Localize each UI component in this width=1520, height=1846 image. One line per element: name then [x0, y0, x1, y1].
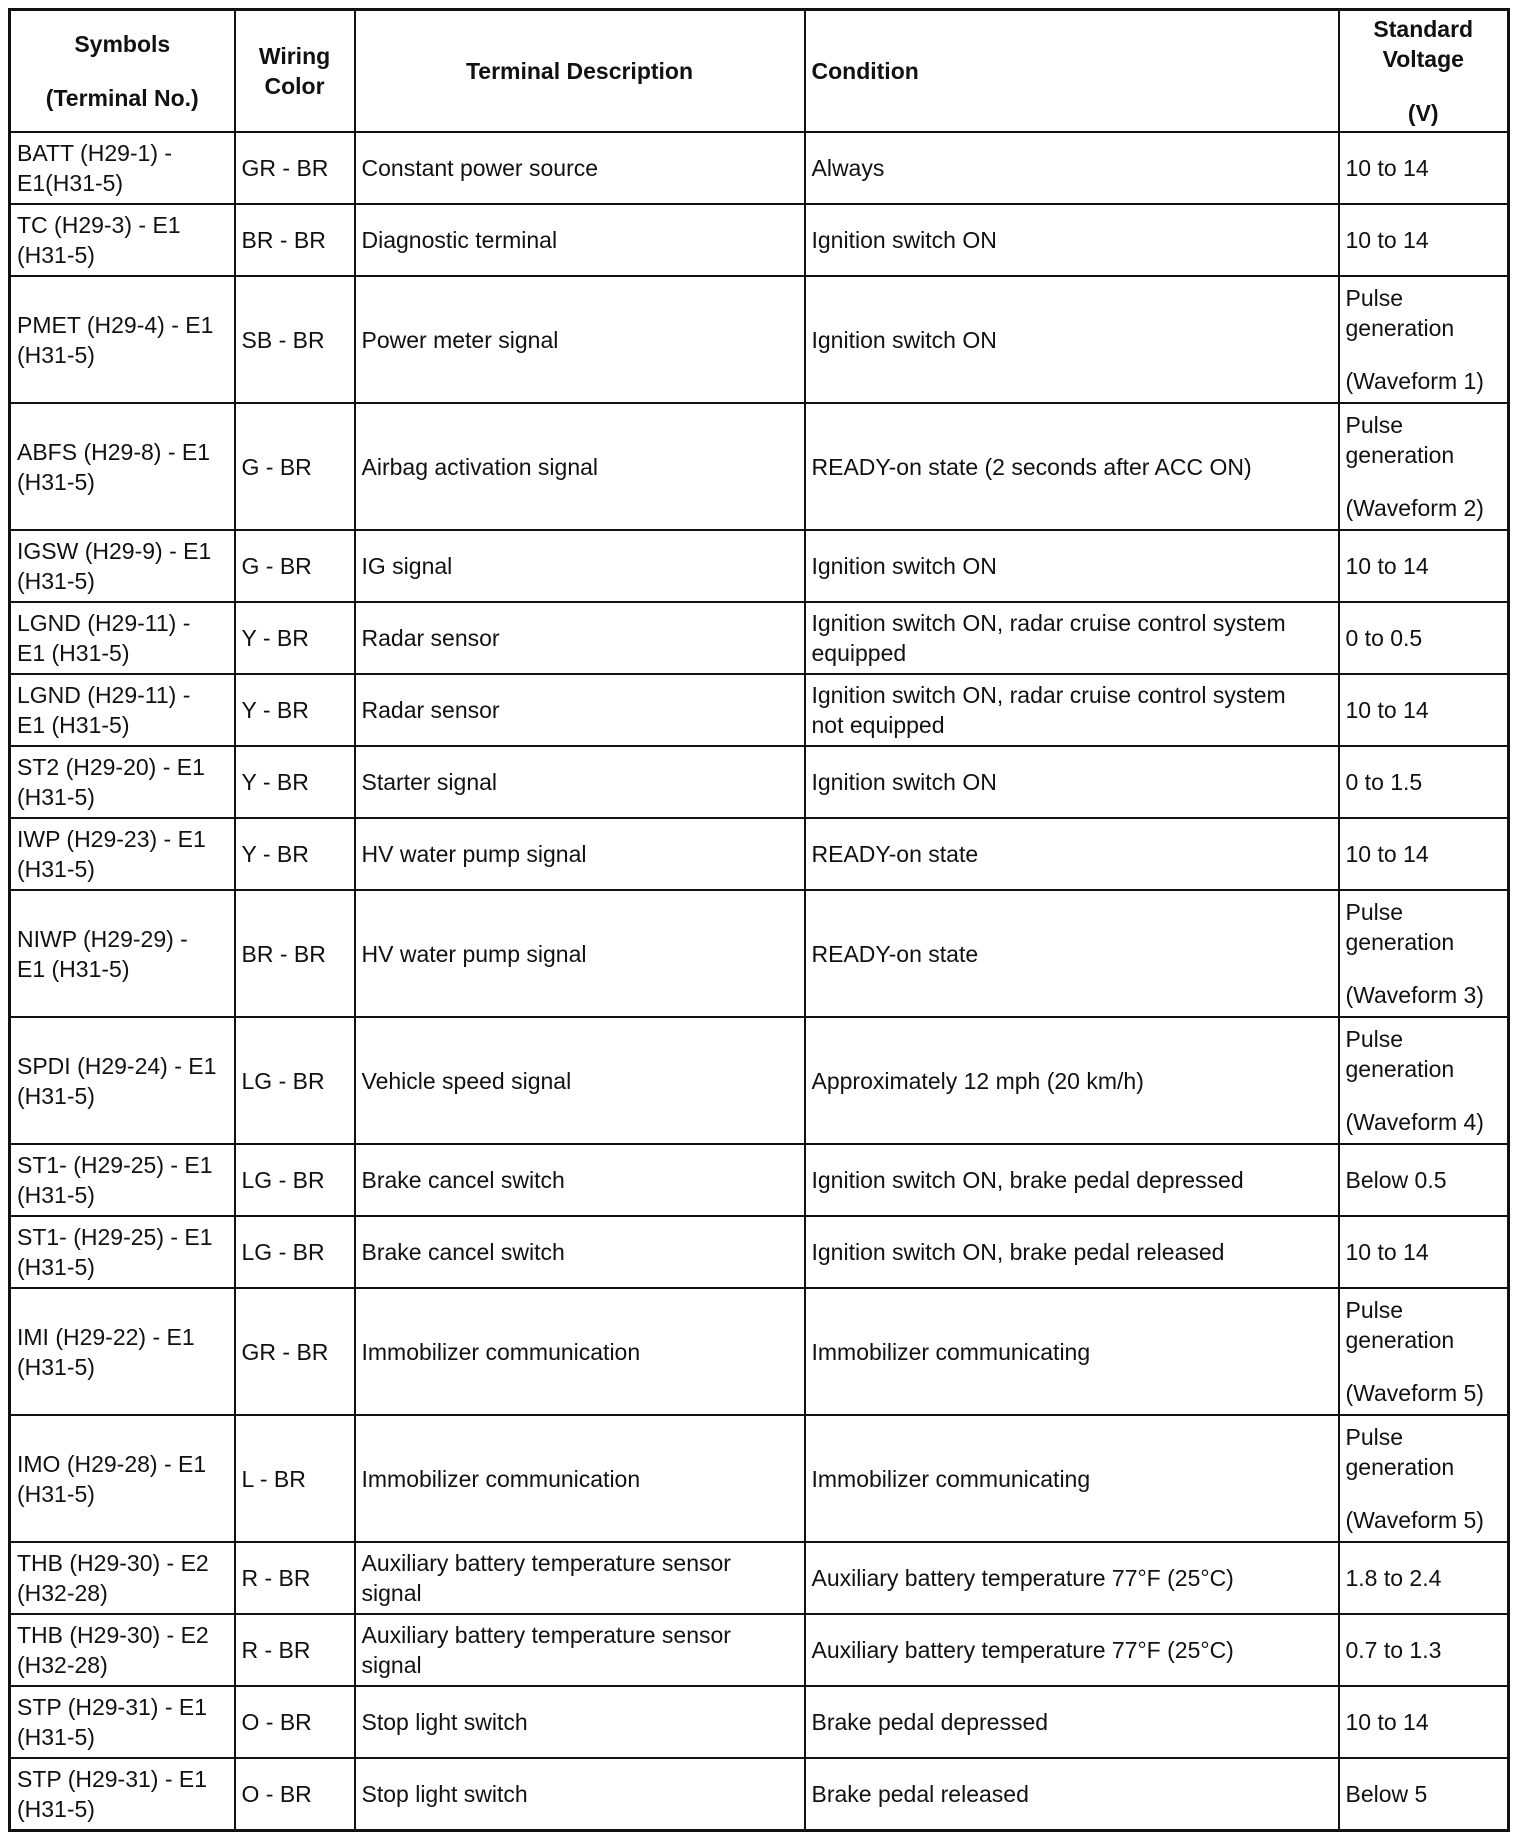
voltage-cell-line: Below 5 [1345, 1781, 1428, 1807]
condition-cell-line: Auxiliary battery temperature 77°F (25°C) [811, 1565, 1234, 1591]
voltage-cell-line: generation [1345, 1056, 1455, 1082]
voltage-cell-line: generation [1345, 1454, 1455, 1480]
wiring-color-cell: LG - BR [235, 1017, 355, 1144]
description-cell-line: signal [361, 1580, 422, 1606]
voltage-cell [1339, 1542, 1509, 1614]
symbol-cell-line: ST1- (H29-25) - E1 [17, 1224, 213, 1250]
voltage-cell [1339, 818, 1509, 890]
description-cell-line: Radar sensor [361, 697, 500, 723]
condition-cell [805, 1415, 1339, 1542]
wiring-color-cell: Y - BR [235, 818, 355, 890]
description-cell-line: Auxiliary battery temperature sensor [361, 1550, 731, 1576]
wiring-color-cell: G - BR [235, 530, 355, 602]
table-row [10, 602, 1509, 674]
symbol-cell-line: E1(H31-5) [17, 170, 124, 196]
voltage-cell-line: generation [1345, 1327, 1455, 1353]
description-cell-line: Starter signal [361, 769, 498, 795]
description-cell [355, 602, 805, 674]
voltage-cell [1339, 1415, 1509, 1542]
table-row [10, 530, 1509, 602]
table-row [10, 403, 1509, 530]
symbol-cell-line: (H31-5) [17, 1724, 95, 1750]
symbol-cell-line: ST2 (H29-20) - E1 [17, 754, 205, 780]
wiring-header [235, 10, 355, 133]
table-row [10, 674, 1509, 746]
wiring-color-cell: Y - BR [235, 602, 355, 674]
voltage-cell [1339, 1288, 1509, 1415]
voltage-cell [1339, 1017, 1509, 1144]
symbol-cell-line: PMET (H29-4) - E1 [17, 311, 214, 338]
description-cell-line: Constant power source [361, 155, 599, 181]
condition-cell-line: Approximately 12 mph (20 km/h) [811, 1067, 1144, 1094]
description-cell [355, 1758, 805, 1831]
voltage-cell-line: (Waveform 4) [1345, 1109, 1484, 1135]
table-row [10, 890, 1509, 1017]
symbol-cell [10, 602, 235, 674]
voltage-cell-line: 10 to 14 [1345, 1239, 1429, 1265]
condition-cell-line: Ignition switch ON, radar cruise control system [811, 610, 1286, 636]
symbol-cell-line: (H31-5) [17, 341, 95, 368]
symbol-cell-line: E1 (H31-5) [17, 955, 130, 982]
symbol-cell-line: ABFS (H29-8) - E1 [17, 438, 210, 465]
voltage-cell-line: 10 to 14 [1345, 227, 1429, 253]
description-cell-line: Radar sensor [361, 625, 500, 651]
condition-cell-line: Ignition switch ON [811, 553, 997, 579]
wiring-color-cell: GR - BR [235, 132, 355, 204]
voltage-cell-line: 0 to 0.5 [1345, 625, 1423, 651]
symbol-cell [10, 1758, 235, 1831]
wiring-color-cell: LG - BR [235, 1144, 355, 1216]
description-cell-line: Airbag activation signal [361, 453, 599, 480]
wiring-color-cell: BR - BR [235, 890, 355, 1017]
description-cell [355, 132, 805, 204]
voltage-cell-line: 0 to 1.5 [1345, 769, 1423, 795]
table-row [10, 132, 1509, 204]
wiring-color-cell: SB - BR [235, 276, 355, 403]
wiring-color-cell: GR - BR [235, 1288, 355, 1415]
symbol-cell-line: (H31-5) [17, 1182, 95, 1208]
description-cell [355, 1542, 805, 1614]
voltage-cell [1339, 132, 1509, 204]
condition-cell [805, 1542, 1339, 1614]
voltage-cell [1339, 1144, 1509, 1216]
description-cell [355, 1216, 805, 1288]
symbol-cell-line: TC (H29-3) - E1 [17, 212, 181, 238]
description-cell-line: signal [361, 1652, 422, 1678]
condition-cell [805, 674, 1339, 746]
symbols-header [10, 10, 235, 133]
voltage-cell-line: generation [1345, 442, 1455, 468]
description-cell-line: Stop light switch [361, 1781, 528, 1807]
symbol-cell [10, 1614, 235, 1686]
voltage-cell [1339, 1686, 1509, 1758]
description-cell [355, 1144, 805, 1216]
symbol-cell [10, 1017, 235, 1144]
condition-cell [805, 1144, 1339, 1216]
table-row [10, 276, 1509, 403]
symbol-cell-line: NIWP (H29-29) - [17, 925, 188, 952]
condition-header: Condition [805, 10, 1339, 133]
description-cell [355, 818, 805, 890]
description-cell [355, 1686, 805, 1758]
condition-cell-line: Ignition switch ON [811, 227, 997, 253]
voltage-cell-line: 10 to 14 [1345, 1709, 1429, 1735]
voltage-cell-line: 10 to 14 [1345, 841, 1429, 867]
condition-cell [805, 1216, 1339, 1288]
description-cell-line: Power meter signal [361, 326, 559, 353]
table-row [10, 1216, 1509, 1288]
description-cell [355, 1614, 805, 1686]
description-cell-line: Vehicle speed signal [361, 1067, 572, 1094]
description-cell-line: HV water pump signal [361, 940, 587, 967]
symbol-cell [10, 1415, 235, 1542]
symbol-cell [10, 530, 235, 602]
voltage-cell-line: generation [1345, 315, 1455, 341]
table-row [10, 1144, 1509, 1216]
description-cell-line: Brake cancel switch [361, 1239, 565, 1265]
condition-cell-line: not equipped [811, 712, 945, 738]
voltage-cell [1339, 204, 1509, 276]
condition-cell-line: Ignition switch ON, brake pedal depressed [811, 1167, 1244, 1193]
description-cell-line: HV water pump signal [361, 841, 587, 867]
voltage-cell [1339, 746, 1509, 818]
description-cell-line: Immobilizer communication [361, 1465, 641, 1492]
condition-cell [805, 1288, 1339, 1415]
condition-cell [805, 1017, 1339, 1144]
voltage-cell-line: 10 to 14 [1345, 553, 1429, 579]
description-cell-line: IG signal [361, 553, 453, 579]
description-cell [355, 890, 805, 1017]
condition-cell [805, 403, 1339, 530]
description-cell [355, 746, 805, 818]
table-row [10, 818, 1509, 890]
voltage-cell [1339, 403, 1509, 530]
symbol-cell-line: (H31-5) [17, 1796, 95, 1822]
voltage-header [1339, 10, 1509, 133]
voltage-cell [1339, 276, 1509, 403]
table-row [10, 1288, 1509, 1415]
voltage-cell-line: 10 to 14 [1345, 155, 1429, 181]
wiring-header-line2: Color [264, 73, 325, 99]
condition-cell [805, 1758, 1339, 1831]
condition-cell-line: Immobilizer communicating [811, 1338, 1091, 1365]
condition-cell-line: Always [811, 155, 885, 181]
voltage-cell-line: Below 0.5 [1345, 1167, 1447, 1193]
symbol-cell-line: (H32-28) [17, 1652, 108, 1678]
voltage-cell [1339, 530, 1509, 602]
voltage-header-line3: (V) [1407, 100, 1439, 126]
wiring-color-cell: R - BR [235, 1542, 355, 1614]
symbol-cell-line: SPDI (H29-24) - E1 [17, 1052, 217, 1079]
wiring-color-cell: Y - BR [235, 674, 355, 746]
table-row [10, 746, 1509, 818]
voltage-cell-line: (Waveform 5) [1345, 1380, 1484, 1406]
voltage-cell [1339, 1758, 1509, 1831]
symbol-cell-line: ST1- (H29-25) - E1 [17, 1152, 213, 1178]
description-cell [355, 1415, 805, 1542]
condition-cell-line: Auxiliary battery temperature 77°F (25°C) [811, 1637, 1234, 1663]
wiring-color-cell: Y - BR [235, 746, 355, 818]
voltage-cell-line: (Waveform 1) [1345, 368, 1484, 394]
symbol-cell [10, 1144, 235, 1216]
wiring-color-cell: R - BR [235, 1614, 355, 1686]
condition-cell [805, 890, 1339, 1017]
wiring-color-cell: G - BR [235, 403, 355, 530]
voltage-cell-line: 10 to 14 [1345, 697, 1429, 723]
condition-cell [805, 602, 1339, 674]
condition-cell-line: Ignition switch ON, brake pedal released [811, 1239, 1225, 1265]
voltage-header-line1: Standard [1373, 16, 1474, 42]
condition-cell [805, 746, 1339, 818]
wiring-header-line1: Wiring [258, 43, 331, 69]
description-cell [355, 1288, 805, 1415]
voltage-cell [1339, 1216, 1509, 1288]
symbol-cell [10, 1216, 235, 1288]
description-cell [355, 674, 805, 746]
symbol-cell-line: (H32-28) [17, 1580, 108, 1606]
table-row [10, 1686, 1509, 1758]
description-cell-line: Brake cancel switch [361, 1167, 565, 1193]
condition-cell-line: READY-on state [811, 940, 979, 967]
description-cell [355, 530, 805, 602]
condition-cell [805, 818, 1339, 890]
condition-cell-line: equipped [811, 640, 907, 666]
symbol-cell-line: LGND (H29-11) - [17, 682, 191, 708]
voltage-cell [1339, 602, 1509, 674]
table-row [10, 1542, 1509, 1614]
voltage-cell-line: Pulse [1345, 285, 1404, 311]
table-row [10, 204, 1509, 276]
symbol-cell [10, 132, 235, 204]
table-row [10, 1758, 1509, 1831]
table-row [10, 1614, 1509, 1686]
description-cell-line: Diagnostic terminal [361, 227, 558, 253]
symbol-cell [10, 1686, 235, 1758]
voltage-cell-line: (Waveform 2) [1345, 495, 1484, 521]
symbol-cell [10, 746, 235, 818]
symbol-cell-line: E1 (H31-5) [17, 640, 130, 666]
symbol-cell [10, 276, 235, 403]
condition-cell [805, 276, 1339, 403]
symbol-cell-line: THB (H29-30) - E2 [17, 1550, 209, 1576]
symbol-cell-line: LGND (H29-11) - [17, 610, 191, 636]
symbol-cell-line: (H31-5) [17, 856, 95, 882]
voltage-cell-line: 1.8 to 2.4 [1345, 1565, 1442, 1591]
symbols-header-line2: (Terminal No.) [45, 85, 199, 111]
description-cell-line: Auxiliary battery temperature sensor [361, 1622, 731, 1648]
description-cell-line: Immobilizer communication [361, 1338, 641, 1365]
symbol-cell-line: BATT (H29-1) - [17, 140, 173, 166]
voltage-cell-line: Pulse [1345, 1297, 1404, 1323]
condition-cell-line: Brake pedal released [811, 1781, 1029, 1807]
symbol-cell [10, 204, 235, 276]
description-cell [355, 403, 805, 530]
symbols-header-line1: Symbols [74, 31, 171, 57]
symbol-cell [10, 890, 235, 1017]
symbol-cell-line: (H31-5) [17, 1480, 95, 1507]
symbol-cell-line: IGSW (H29-9) - E1 [17, 538, 212, 564]
voltage-cell [1339, 674, 1509, 746]
voltage-cell-line: Pulse [1345, 412, 1404, 438]
symbol-cell-line: (H31-5) [17, 568, 95, 594]
table-body [10, 132, 1509, 1831]
wiring-color-cell: LG - BR [235, 1216, 355, 1288]
voltage-cell [1339, 890, 1509, 1017]
condition-cell [805, 1686, 1339, 1758]
wiring-color-cell: BR - BR [235, 204, 355, 276]
symbol-cell-line: (H31-5) [17, 784, 95, 810]
symbol-cell-line: E1 (H31-5) [17, 712, 130, 738]
voltage-header-line2: Voltage [1382, 46, 1464, 72]
voltage-cell-line: Pulse [1345, 899, 1404, 925]
symbol-cell-line: STP (H29-31) - E1 [17, 1766, 208, 1792]
description-cell-line: Stop light switch [361, 1709, 528, 1735]
symbol-cell-line: IMI (H29-22) - E1 [17, 1323, 195, 1350]
symbol-cell-line: (H31-5) [17, 1082, 95, 1109]
symbol-cell-line: THB (H29-30) - E2 [17, 1622, 209, 1648]
symbol-cell [10, 1288, 235, 1415]
condition-cell-line: Brake pedal depressed [811, 1709, 1049, 1735]
voltage-cell-line: generation [1345, 929, 1455, 955]
wiring-color-cell: O - BR [235, 1758, 355, 1831]
symbol-cell-line: IMO (H29-28) - E1 [17, 1450, 207, 1477]
voltage-cell-line: (Waveform 3) [1345, 982, 1484, 1008]
table-row [10, 1017, 1509, 1144]
condition-cell [805, 132, 1339, 204]
symbol-cell-line: (H31-5) [17, 1353, 95, 1380]
voltage-cell-line: 0.7 to 1.3 [1345, 1637, 1442, 1663]
condition-cell-line: Ignition switch ON [811, 326, 997, 353]
voltage-cell [1339, 1614, 1509, 1686]
terminal-voltage-table [8, 8, 1510, 1832]
symbol-cell-line: IWP (H29-23) - E1 [17, 826, 206, 852]
condition-cell-line: Ignition switch ON, radar cruise control system [811, 682, 1286, 708]
symbol-cell-line: STP (H29-31) - E1 [17, 1694, 208, 1720]
condition-cell-line: Ignition switch ON [811, 769, 997, 795]
condition-cell-line: READY-on state [811, 841, 979, 867]
symbol-cell-line: (H31-5) [17, 1254, 95, 1280]
header-row [10, 10, 1509, 133]
condition-cell [805, 530, 1339, 602]
description-header: Terminal Description [355, 10, 805, 133]
condition-cell [805, 1614, 1339, 1686]
voltage-cell-line: Pulse [1345, 1026, 1404, 1052]
table-row [10, 1415, 1509, 1542]
voltage-cell-line: (Waveform 5) [1345, 1507, 1484, 1533]
symbol-cell [10, 818, 235, 890]
description-cell [355, 204, 805, 276]
wiring-color-cell: O - BR [235, 1686, 355, 1758]
wiring-color-cell: L - BR [235, 1415, 355, 1542]
symbol-cell [10, 403, 235, 530]
condition-cell-line: READY-on state (2 seconds after ACC ON) [811, 453, 1252, 480]
symbol-cell [10, 1542, 235, 1614]
symbol-cell-line: (H31-5) [17, 468, 95, 495]
symbol-cell-line: (H31-5) [17, 242, 95, 268]
description-cell [355, 1017, 805, 1144]
symbol-cell [10, 674, 235, 746]
condition-cell [805, 204, 1339, 276]
condition-cell-line: Immobilizer communicating [811, 1465, 1091, 1492]
description-cell [355, 276, 805, 403]
voltage-cell-line: Pulse [1345, 1424, 1404, 1450]
